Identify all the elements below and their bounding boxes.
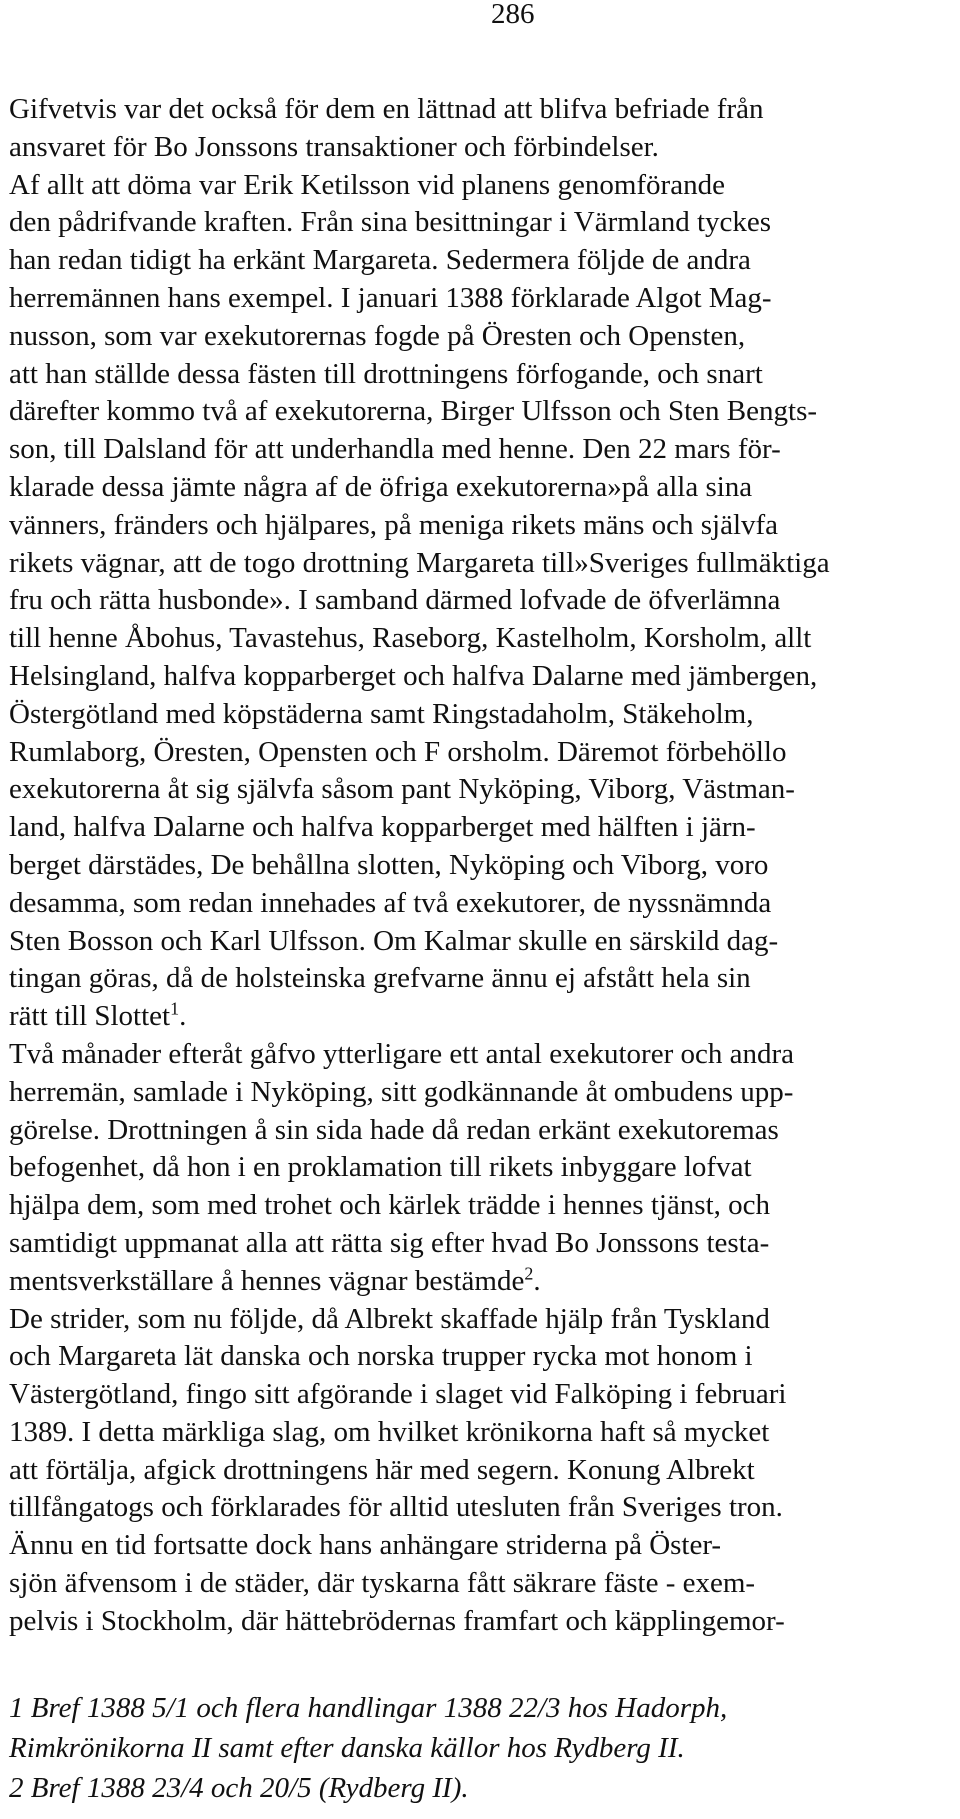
text-line: hjälpa dem, som med trohet och kärlek trädde i hennes tjänst, och (9, 1189, 771, 1222)
text-line-with-footnote (9, 998, 954, 1036)
body-text (9, 91, 954, 1641)
text-line: son, till Dalsland för att underhandla med henne. Den 22 mars för- (9, 433, 781, 466)
text-line: herremännen hans exempel. I januari 1388 förklarade Algot Mag- (9, 281, 772, 314)
text-line: tingan göras, då de holsteinska grefvarne ännu ej afstått hela sin (9, 962, 751, 995)
text-line: och Margareta lät danska och norska trupper rycka mot honom i (9, 1340, 753, 1373)
text-line: fru och rätta husbonde». I samband därmed lofvade de öfverlämna (9, 584, 781, 617)
text-line: Af allt att döma var Erik Ketilsson vid planens genomförande (9, 168, 725, 201)
footnote-ref: 2 (524, 1263, 534, 1284)
text-line: Sten Bosson och Karl Ulfsson. Om Kalmar skulle en särskild dag- (9, 924, 779, 957)
text-line: land, halfva Dalarne och halfva kopparberget med hälften i järn- (9, 811, 756, 844)
text-line: att han ställde dessa fästen till drottningens förfogande, och snart (9, 357, 763, 390)
text-line: samtidigt uppmanat alla att rätta sig efter hvad Bo Jonssons testa- (9, 1226, 770, 1259)
footnote-ref: 1 (170, 998, 180, 1019)
footnotes (9, 1688, 954, 1808)
text-line: Västergötland, fingo sitt afgörande i slaget vid Falköping i februari (9, 1378, 787, 1411)
text-line: Helsingland, halfva kopparberget och halfva Dalarne med jämbergen, (9, 659, 818, 692)
text-line: görelse. Drottningen å sin sida hade då redan erkänt exekutoremas (9, 1113, 779, 1146)
text-segment: rätt till Slottet (9, 1000, 171, 1033)
footnote-line: Rimkrönikorna II samt efter danska källor hos Rydberg II. (9, 1732, 685, 1764)
text-line: rikets vägnar, att de togo drottning Margareta till»Sveriges fullmäktiga (9, 546, 830, 579)
text-line: att förtälja, afgick drottningens här med segern. Konung Albrekt (9, 1453, 755, 1486)
text-line: Rumlaborg, Öresten, Opensten och F orsholm. Däremot förbehöllo (9, 735, 787, 768)
text-line: han redan tidigt ha erkänt Margareta. Sedermera följde de andra (9, 244, 751, 277)
text-segment: mentsverkställare å hennes vägnar bestämde (9, 1264, 525, 1297)
text-line: Två månader efteråt gåfvo ytterligare ett antal exekutorer och andra (9, 1037, 794, 1070)
text-line: den pådrifvande kraften. Från sina besittningar i Värmland tyckes (9, 206, 772, 239)
footnote-line: 1 Bref 1388 5/1 och flera handlingar 1388 22/3 hos Hadorph, (9, 1692, 728, 1724)
text-line: pelvis i Stockholm, där hättebrödernas framfart och käpplingemor- (9, 1604, 785, 1637)
page-number: 286 (491, 0, 535, 30)
text-line: Östergötland med köpstäderna samt Ringstadaholm, Stäkeholm, (9, 697, 754, 730)
text-line: nusson, som var exekutorernas fogde på Öresten och Opensten, (9, 319, 746, 352)
text-line: till henne Åbohus, Tavastehus, Raseborg, Kastelholm, Korsholm, allt (9, 622, 812, 655)
text-line: vänners, fränders och hjälpares, på meniga rikets mäns och självfa (9, 508, 779, 541)
text-line: därefter kommo två af exekutorerna, Birger Ulfsson och Sten Bengts- (9, 395, 818, 428)
text-line: herremän, samlade i Nyköping, sitt godkännande åt ombudens upp- (9, 1075, 794, 1108)
text-line: desamma, som redan innehades af två exekutorer, de nyssnämnda (9, 886, 772, 919)
text-line: Gifvetvis var det också för dem en lättnad att blifva befriade från (9, 93, 764, 125)
text-line: Ännu en tid fortsatte dock hans anhängare striderna på Öster- (9, 1529, 722, 1562)
text-segment: . (179, 1000, 187, 1033)
text-line: ansvaret för Bo Jonssons transaktioner och förbindelser. (9, 130, 659, 163)
text-line: befogenhet, då hon i en proklamation till rikets inbyggare lofvat (9, 1151, 752, 1184)
text-line-with-footnote (9, 1263, 954, 1301)
text-line: exekutorerna åt sig självfa såsom pant Nyköping, Viborg, Västman- (9, 773, 795, 806)
text-line: tillfångatogs och förklarades för alltid utesluten från Sveriges tron. (9, 1491, 783, 1524)
text-line: klarade dessa jämte några af de öfriga exekutorerna»på alla sina (9, 470, 753, 503)
text-line: De strider, som nu följde, då Albrekt skaffade hjälp från Tyskland (9, 1302, 770, 1335)
text-segment: . (533, 1264, 541, 1297)
footnote-line: 2 Bref 1388 23/4 och 20/5 (Rydberg II). (9, 1772, 469, 1804)
text-line: berget därstädes, De behållna slotten, Nyköping och Viborg, voro (9, 848, 769, 881)
text-line: 1389. I detta märkliga slag, om hvilket krönikorna haft så mycket (9, 1415, 770, 1448)
text-line: sjön äfvensom i de städer, där tyskarna fått säkrare fäste - exem- (9, 1567, 756, 1600)
